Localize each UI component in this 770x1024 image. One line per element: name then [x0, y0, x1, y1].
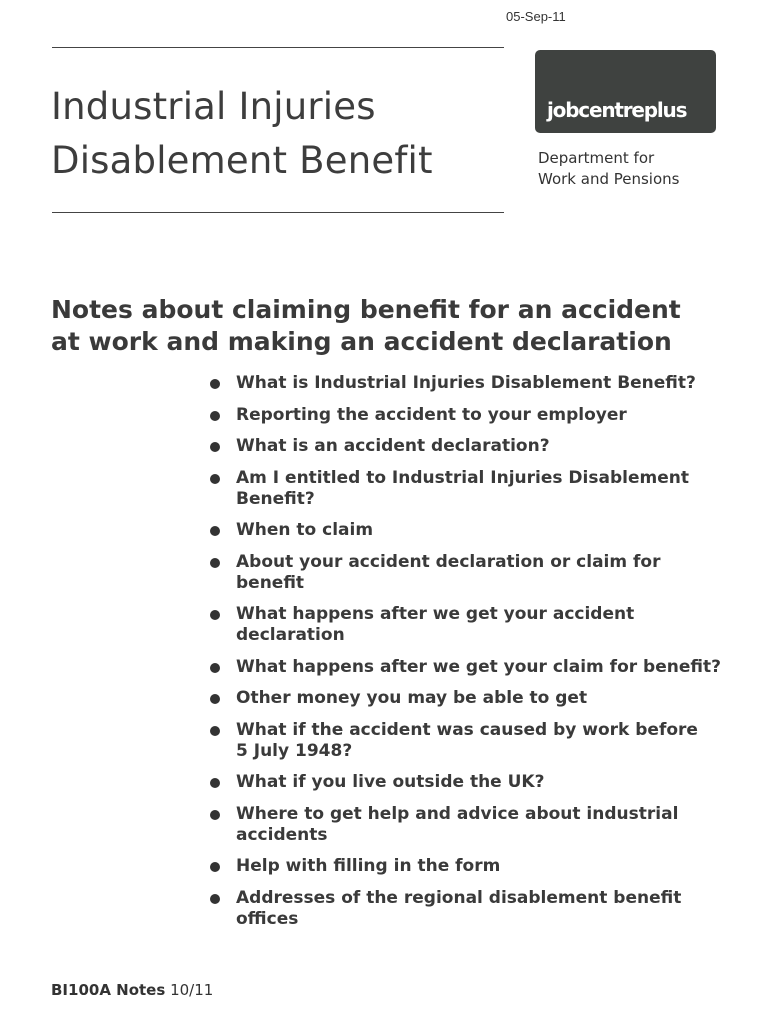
form-version: 10/11 — [170, 981, 214, 999]
section-heading-line-1: Notes about claiming benefit for an accident — [51, 295, 681, 324]
bullet-icon — [210, 411, 220, 421]
bullet-icon — [210, 810, 220, 820]
bullet-icon — [210, 778, 220, 788]
contents-list-item-text: Reporting the accident to your employer — [236, 404, 627, 425]
department-name — [538, 148, 679, 190]
contents-list-item-text: What is an accident declaration? — [236, 436, 550, 456]
bullet-icon — [210, 862, 220, 872]
title-top-rule — [52, 47, 504, 48]
bullet-icon — [210, 526, 220, 536]
bullet-icon — [210, 558, 220, 568]
contents-list-item — [210, 405, 730, 426]
document-title-line-1: Industrial Injuries — [51, 85, 376, 128]
contents-list-item-text: Other money you may be able to get — [236, 688, 588, 708]
contents-list-item — [210, 804, 730, 846]
bullet-icon — [210, 474, 220, 484]
contents-list-item — [210, 468, 730, 510]
title-bottom-rule — [52, 212, 504, 213]
bullet-icon — [210, 726, 220, 736]
contents-list-item-text: declaration — [236, 625, 345, 645]
contents-list — [210, 373, 730, 940]
contents-list-item-text: accidents — [236, 824, 328, 845]
department-name-line-2: Work and Pensions — [538, 170, 680, 188]
contents-list-item-text: benefit — [236, 572, 305, 593]
document-title — [51, 80, 433, 188]
document-date: 05-Sep-11 — [506, 9, 566, 24]
contents-list-item-text: What is Industrial Injuries Disablement Benefit? — [236, 373, 696, 393]
contents-list-item — [210, 520, 730, 541]
contents-list-item — [210, 856, 730, 877]
contents-list-item-text: Addresses of the regional disablement benefit — [236, 887, 682, 908]
contents-list-item-text: What if the accident was caused by work before — [236, 719, 698, 740]
contents-list-item-text: What happens after we get your claim for benefit? — [236, 656, 721, 677]
jobcentreplus-logo — [535, 50, 716, 133]
contents-list-item — [210, 657, 730, 678]
contents-list-item-text: 5 July 1948? — [236, 740, 353, 761]
contents-list-item — [210, 552, 730, 594]
section-heading — [51, 294, 681, 358]
contents-list-item — [210, 373, 730, 394]
form-code: BI100A Notes — [51, 981, 166, 999]
bullet-icon — [210, 442, 220, 452]
contents-list-item-text: Benefit? — [236, 488, 315, 509]
bullet-icon — [210, 610, 220, 620]
contents-list-item — [210, 688, 730, 709]
bullet-icon — [210, 379, 220, 389]
contents-list-item — [210, 436, 730, 457]
contents-list-item — [210, 604, 730, 646]
section-heading-line-2: at work and making an accident declaration — [51, 327, 672, 356]
contents-list-item-text: Help with filling in the form — [236, 856, 501, 876]
form-reference — [51, 981, 213, 999]
contents-list-item-text: What happens after we get your accident — [236, 604, 635, 624]
contents-list-item-text: Am I entitled to Industrial Injuries Disablement — [236, 467, 689, 488]
contents-list-item-text: About your accident declaration or claim for — [236, 551, 661, 572]
bullet-icon — [210, 894, 220, 904]
contents-list-item — [210, 720, 730, 762]
contents-list-item-text: What if you live outside the UK? — [236, 772, 545, 792]
bullet-icon — [210, 694, 220, 704]
document-title-line-2: Disablement Benefit — [51, 139, 433, 182]
contents-list-item — [210, 888, 730, 930]
department-name-line-1: Department for — [538, 149, 655, 167]
contents-list-item-text: Where to get help and advice about industrial — [236, 803, 679, 824]
contents-list-item-text: When to claim — [236, 520, 374, 540]
bullet-icon — [210, 663, 220, 673]
contents-list-item — [210, 772, 730, 793]
contents-list-item-text: offices — [236, 908, 299, 929]
logo-brand-text: jobcentreplus — [547, 98, 687, 122]
